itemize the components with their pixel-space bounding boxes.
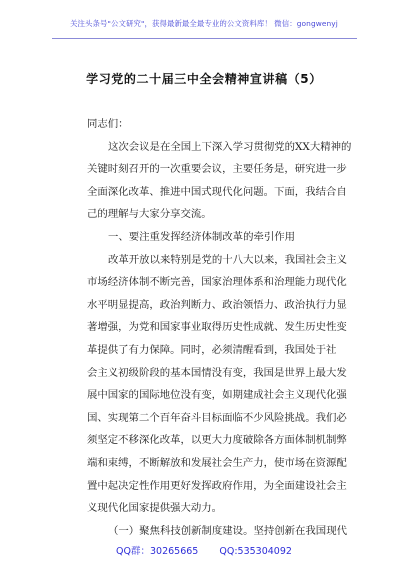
qq-group-text: QQ群：30265665 (116, 546, 199, 557)
salutation: 同志们： (87, 118, 129, 130)
paragraph-line: 革提供了有力保障。同时，必须清醒看到，我国处于社 (87, 343, 337, 356)
document-body (87, 113, 352, 542)
paragraph-line: 这次会议是在全国上下深入学习贯彻党的XX大精神的 (108, 140, 352, 153)
paragraph-line: 会主义初级阶段的基本国情没有变，我国是世界上最大发 (87, 366, 347, 379)
paragraph-line: 市场经济体制不断完善，国家治理体系和治理能力现代化 (87, 276, 347, 289)
paragraph-line: 著增强，为党和国家事业取得历史性成就、发生历史性变 (87, 321, 347, 334)
paragraph-line: 改革开放以来特别是党的十八大以来，我国社会主义 (108, 253, 347, 266)
paragraph-line: 置中起决定性作用更好发挥政府作用，为全面建设社会主 (87, 479, 347, 492)
paragraph-line: 须坚定不移深化改革，以更大力度破除各方面体制机制弊 (87, 434, 347, 447)
header-divider (52, 38, 357, 39)
footer-contacts (0, 543, 408, 557)
paragraph-line: 己的理解与大家分享交流。 (87, 208, 212, 221)
section-heading: 一、要注重发挥经济体制改革的牵引作用 (108, 230, 296, 243)
subsection-line: （一）聚焦科技创新制度建设。坚持创新在我国现代 (108, 524, 347, 537)
qq-number-text: QQ:535304092 (219, 546, 292, 557)
paragraph-line: 水平明显提高，政治判断力、政治领悟力、政治执行力显 (87, 298, 347, 311)
paragraph-line: 端和束缚，不断解放和发展社会生产力，使市场在资源配 (87, 456, 347, 469)
paragraph-line: 义现代化国家提供强大动力。 (87, 502, 223, 515)
paragraph-line: 展中国家的国际地位没有变，如期建成社会主义现代化强 (87, 389, 347, 402)
header-banner: 关注头条号"公文研究"，获得最新最全最专业的公文资料库！ 微信：gongwenyj (70, 19, 338, 28)
paragraph-line: 关键时刻召开的一次重要会议，主要任务是，研究进一步 (87, 163, 347, 176)
paragraph-line: 国、实现第二个百年奋斗目标面临不少风险挑战。我们必 (87, 411, 347, 424)
document-title: 学习党的二十届三中全会精神宣讲稿（5） (86, 72, 322, 86)
paragraph-line: 全面深化改革、推进中国式现代化问题。下面，我结合自 (87, 185, 347, 198)
